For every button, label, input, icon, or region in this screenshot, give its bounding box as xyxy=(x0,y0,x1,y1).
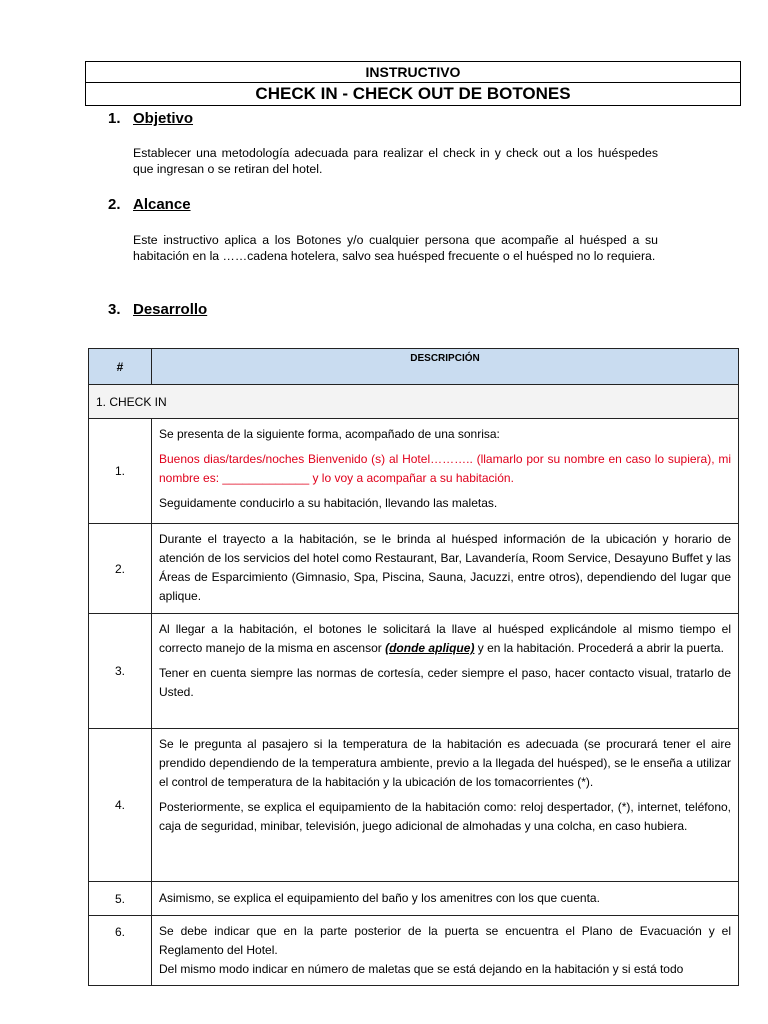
table-row xyxy=(89,729,739,882)
section-number: 3. xyxy=(108,301,121,318)
row-text-b: y en la habitación. Procederá a abrir la puerta. xyxy=(474,641,724,655)
alcance-text-b: , salvo sea huésped frecuente o el huésped no lo requiera. xyxy=(335,249,656,263)
row-text: Asimismo, se explica el equipamiento del baño y los amenitres con los que cuenta. xyxy=(159,891,600,905)
row-number: 5. xyxy=(89,882,152,916)
row-text xyxy=(159,620,731,658)
row-description xyxy=(152,729,739,882)
row-text: Tener en cuenta siempre las normas de cortesía, ceder siempre el paso, hacer contacto visual, tratarlo de Usted. xyxy=(159,666,731,699)
row-description xyxy=(152,419,739,524)
row-number: 3. xyxy=(89,614,152,729)
row-description xyxy=(152,882,739,916)
row-text: Posteriormente, se explica el equipamiento de la habitación como: reloj despertador, (*), internet, teléfono, caja de seguridad, minibar, televisión, juego adicional de almohadas y una colcha, en caso hubiera. xyxy=(159,800,731,833)
section-title: Alcance xyxy=(133,196,191,213)
section-number: 2. xyxy=(108,196,121,213)
table-row xyxy=(89,916,739,986)
table-row xyxy=(89,419,739,524)
section-objetivo-heading xyxy=(108,110,193,127)
doc-label: INSTRUCTIVO xyxy=(85,61,741,83)
row-text: Se presenta de la siguiente forma, acompañado de una sonrisa: xyxy=(159,427,500,441)
row-number: 6. xyxy=(89,916,152,986)
row-text: Durante el trayecto a la habitación, se le brinda al huésped información de la ubicación y horario de atención de los servicios del hotel como Restaurant, Bar, Lavandería, Room Service, Desayuno Buffet y las Áreas de Esparcimiento (Gimnasio, Spa, Piscina, Sauna, Jacuzzi, entre otros), dependiendo del lugar que aplique. xyxy=(159,532,731,603)
row-description xyxy=(152,524,739,614)
row-number: 1. xyxy=(89,419,152,524)
section-title: Objetivo xyxy=(133,110,194,127)
section-number: 1. xyxy=(108,110,121,127)
row-greeting-text: Buenos dias/tardes/noches Bienvenido (s) al Hotel……….. (llamarlo por su nombre en caso lo supiera), mi nombre es: _____________ y lo voy a acompañar a su habitación. xyxy=(159,452,731,485)
row-text: Se debe indicar que en la parte posterior de la puerta se encuentra el Plano de Evacuación y el Reglamento del Hotel. xyxy=(159,924,731,957)
section-objetivo-text: Establecer una metodología adecuada para realizar el check in y check out a los huéspedes que ingresan o se retiran del hotel. xyxy=(133,146,658,176)
row-number: 2. xyxy=(89,524,152,614)
row-text: Seguidamente conducirlo a su habitación, llevando las maletas. xyxy=(159,496,498,510)
table-row xyxy=(89,614,739,729)
section-title: Desarrollo xyxy=(133,301,208,318)
table-row xyxy=(89,524,739,614)
table-section-row xyxy=(89,385,739,419)
alcance-text-a: Este instructivo aplica a los Botones y/o cualquier persona que acompañe al huésped a su habitación en la ……cadena hotelera xyxy=(133,233,658,263)
section-alcance-text xyxy=(133,232,658,264)
procedure-table xyxy=(88,348,739,986)
table-row xyxy=(89,882,739,916)
column-header-description: DESCRIPCIÓN xyxy=(152,349,739,385)
table-header-row xyxy=(89,349,739,385)
section-label: 1. CHECK IN xyxy=(89,385,739,419)
row-number: 4. xyxy=(89,729,152,882)
column-header-number: # xyxy=(89,349,152,385)
row-text-a: Al llegar a la habitación, el botones le solicitará la llave al huésped explicándole al mismo tiempo el correcto manejo de la misma en ascensor xyxy=(159,622,731,655)
row-text-emphasis: (donde aplique) xyxy=(385,641,475,655)
section-desarrollo-heading xyxy=(108,301,207,318)
section-alcance-heading xyxy=(108,196,191,213)
row-description xyxy=(152,916,739,986)
row-text: Del mismo modo indicar en número de maletas que se está dejando en la habitación y si está todo xyxy=(159,962,684,976)
doc-title: CHECK IN - CHECK OUT DE BOTONES xyxy=(85,82,741,106)
row-description xyxy=(152,614,739,729)
row-text: Se le pregunta al pasajero si la temperatura de la habitación es adecuada (se procurará tener el aire prendido dependiendo de la temperatura ambiente, previo a la llegada del huésped), se le enseña a utilizar el control de temperatura de la habitación y la ubicación de los tomacorrientes (*). xyxy=(159,737,731,789)
